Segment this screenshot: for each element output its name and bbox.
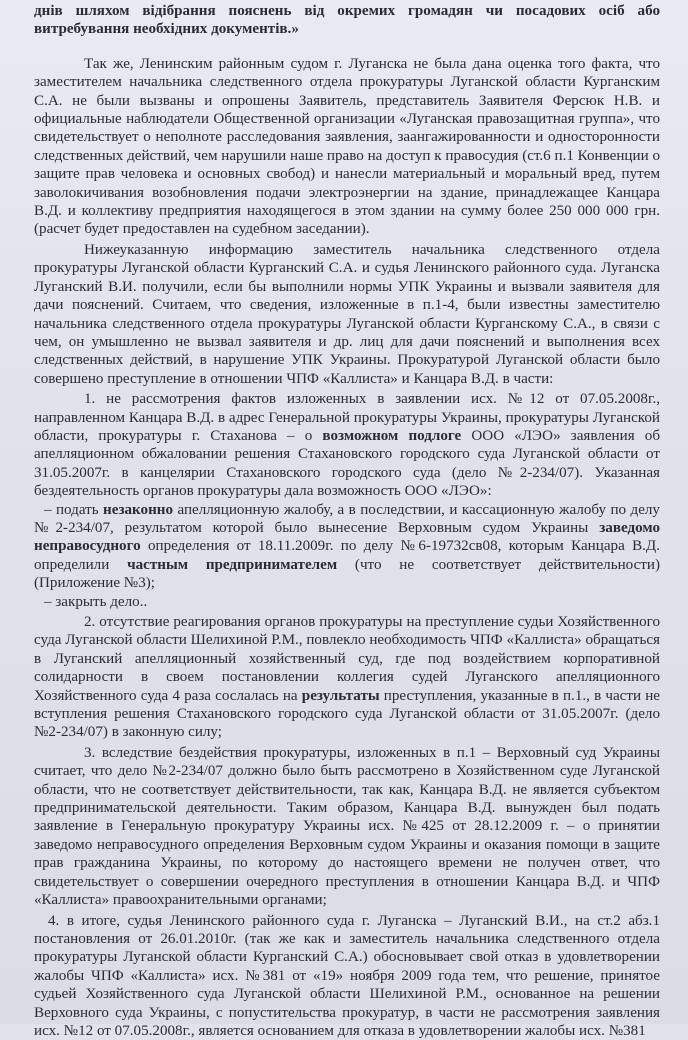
list-item-1: 1. не рассмотрения фактов изложенных в заявлении исх. №12 от 07.05.2008г., направленном Канцара В.Д. в адрес Генеральной прокуратуры Украины, прокуратуры Луганской области, прокуратуры г. Стаханова – о возможном подлоге ООО «ЛЭО» заявления об апелляционном обжаловании решения Стахановского городского суда Луганской области от 31.05.2007г. в канцелярии Стахановского городского суда (дело №2-234/07). Указанная бездеятельность органов прокуратуры дала возможность ООО «ЛЭО»: — [34, 390, 660, 500]
list-item-4: 4. в итоге, судья Ленинского районного суда г. Луганска – Луганский В.И., на ст.2 абз.1 постановления от 26.01.2010г. (так же как и заместитель начальника следственного отдела прокуратуры Луганской области Курганский С.А.) обосновывает свой отказ в удовлетворении жалобы ЧПФ «Каллиста» исх. №381 от «19» ноября 2009 года тем, что решение, принятое судьей Хозяйственного суда Луганской области Шелихиной Р.М., основанное на решении Верховного суда Украины, с попустительства прокуратур, в части не рассмотрения заявления исх. №12 от 07.05.2008г., является основанием для отказа в удовлетворении жалобы исх. №381 — [34, 912, 660, 1040]
header-text: днів шляхом відібрання пояснень від окремих громадян чи посадових осіб або витребування необхідних документів.» — [34, 2, 660, 39]
spacer — [34, 39, 660, 53]
paragraph-1: Так же, Ленинским районным судом г. Луганска не была дана оценка того факта, что заместителем начальника следственного отдела прокуратуры Луганской области Курганским С.А. не были вызваны и опрошены Заявитель, представитель Заявителя Ферсюк Н.В. и официальные наблюдатели Общественной организации «Луганская правозащитная группа», что свидетельствует о неполноте расследования заявления, заангажированности и односторонности следственных действий, чем нарушили наше право на доступ к правосудия (ст.6 п.1 Конвенции о защите прав человека и основных свобод) и нанесли материальный и моральный вред, путем заволокичивания возобновления подачи электроэнергии на здание, принадлежащее Канцара В.Д. и коллективу предприятия находящегося в этом здании на сумму более 250 000 000 грн. (расчет будет предоставлен на судебном заседании). — [34, 55, 660, 239]
sub-item-1: – подать незаконно апелляционную жалобу, а в последствии, и кассационную жалобу по делу №2-234/07, результатом которой было вынесение Верховным судом Украины заведомо неправосудного определения от 18.11.2009г. по делу №6-19732св08, которым Канцара В.Д. определили частным предпринимателем (что не соответствует действительности) (Приложение №3); — [34, 501, 660, 593]
sub-item-2: – закрыть дело.. — [34, 593, 660, 611]
paragraph-2: Нижеуказанную информацию заместитель начальника следственного отдела прокуратуры Луганской области Курганский С.А. и судья Ленинского районного суда. Луганска Луганский В.И. получили, если бы выполнили нормы УПК Украины и вызвали заявителя для дачи пояснений. Считаем, что сведения, изложенные в п.1-4, были известны заместителю начальника следственного отдела прокуратуры Луганской области Курганскому С.А., в связи с чем, он умышленно не вызвал заявителя и др. лиц для дачи пояснений и выполнения всех следственных действий, в нарушение УПК Украины. Прокуратурой Луганской области было совершено преступление в отношении ЧПФ «Каллиста» и Канцара В.Д. в части: — [34, 241, 660, 388]
list-item-3: 3. вследствие бездействия прокуратуры, изложенных в п.1 – Верховный суд Украины считает, что дело №2-234/07 должно было быть рассмотрено в Хозяйственном суде Луганской области, что не соответствует действительности, так как, Канцара В.Д. не является субъектом предпринимательской деятельности. Таким образом, Канцара В.Д. вынужден был подать заявление в Генеральную прокуратуру Украины исх. №425 от 28.12.2009 г. – о принятии заведомо неправосудного определения Верховным судом Украины и оказания помощи в защите прав гражданина Украины, по которому до настоящего времени не получен ответ, что свидетельствует о совершении очередного преступления в отношении Канцара В.Д. и ЧПФ «Каллиста» правоохранительными органами; — [34, 744, 660, 910]
list-item-2: 2. отсутствие реагирования органов прокуратуры на преступление судьи Хозяйственного суда Луганской области Шелихиной Р.М., повлекло необходимость ЧПФ «Каллиста» обращаться в Луганский апелляционный хозяйственный суд, где под воздействием корпоративной солидарности в своем постановлении коллегия судей Луганского апелляционного Хозяйственного суда 4 раза сослалась на результаты преступления, указанные в п.1., в части не вступления решения Стахановского городского суда Луганской области от 31.05.2007г. (дело №2-234/07) в законную силу; — [34, 613, 660, 742]
